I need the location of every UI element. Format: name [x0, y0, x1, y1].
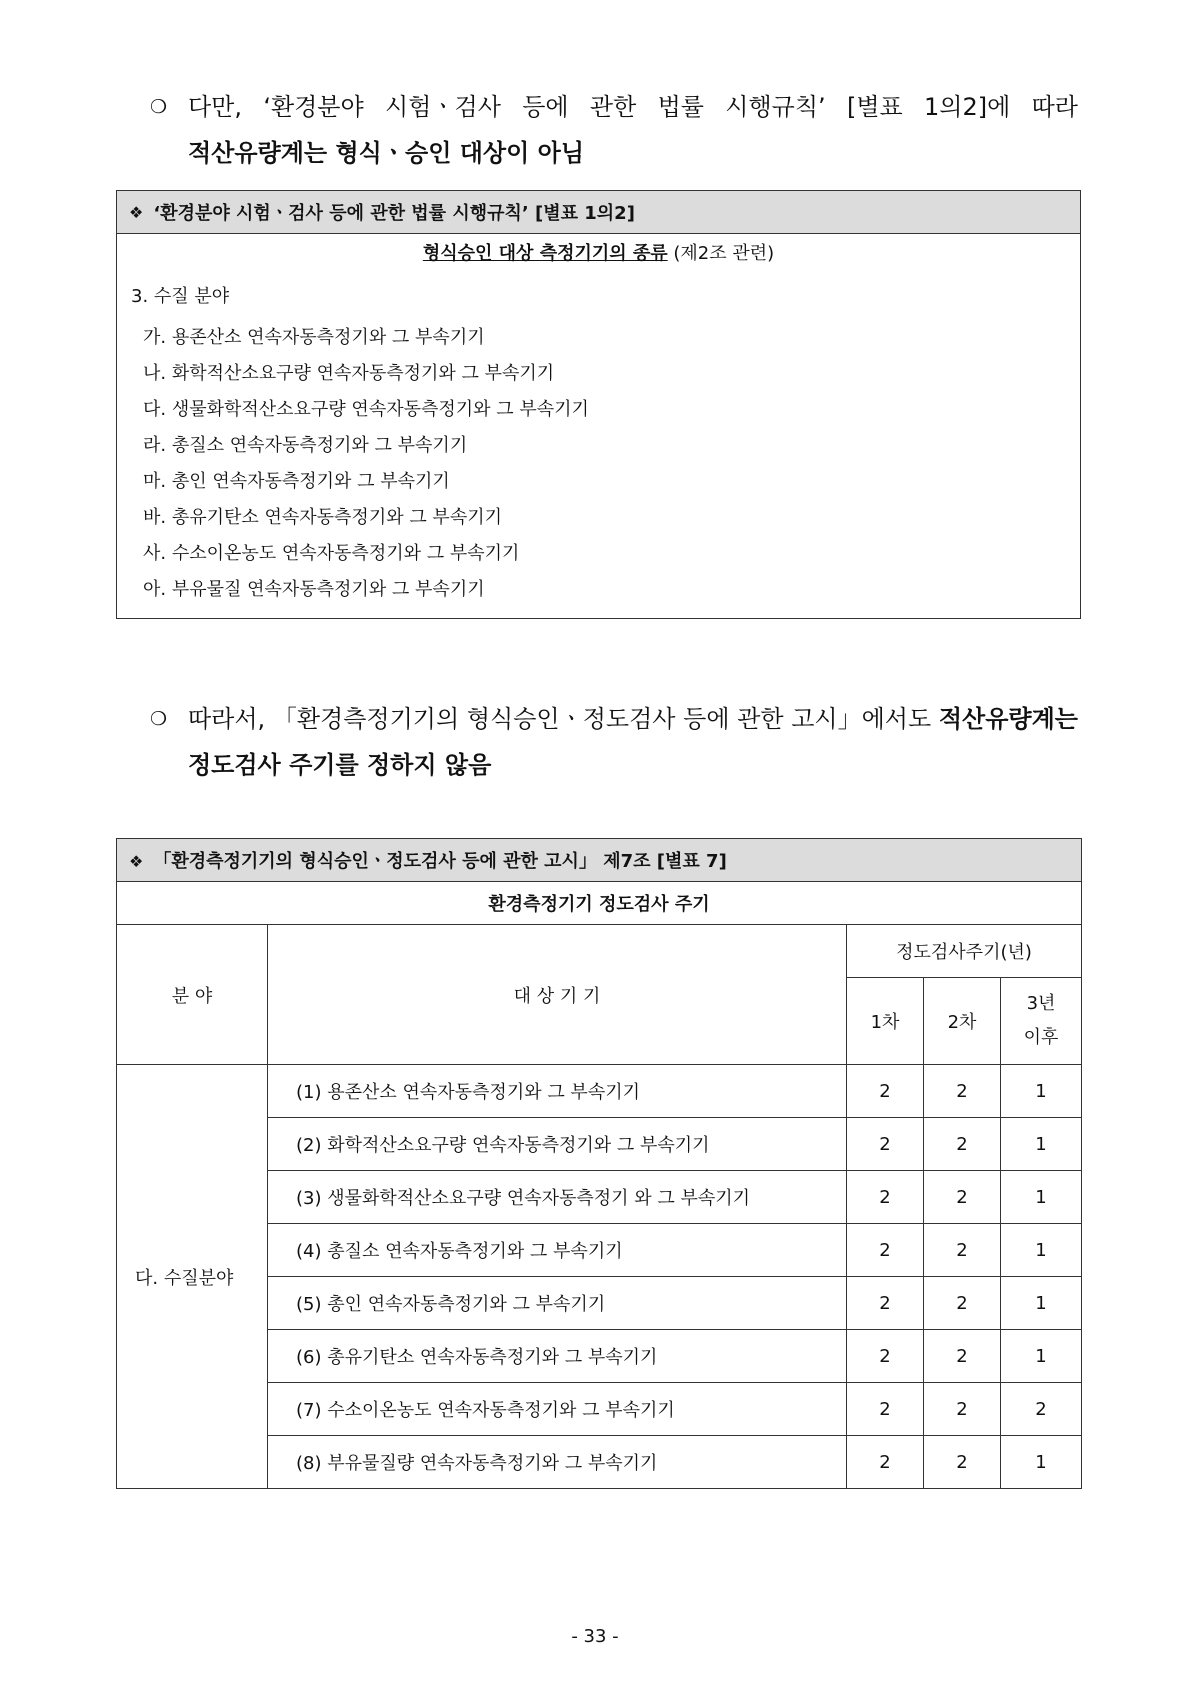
- device-list: [117, 320, 1080, 618]
- column-header-cycle: 정도검사주기(년): [847, 925, 1082, 978]
- device-cell: (7) 수소이온농도 연속자동측정기와 그 부속기기: [268, 1383, 847, 1436]
- paragraph-word: ‘환경분야: [263, 93, 364, 121]
- cycle-first-cell: 2: [847, 1383, 924, 1436]
- page-number: - 33 -: [571, 1626, 619, 1647]
- regulation-box-title: ‘환경분야 시험ㆍ검사 등에 관한 법률 시행규칙’ [별표 1의2]: [153, 203, 635, 224]
- cycle-second-cell: 2: [924, 1277, 1001, 1330]
- regulation-subtitle-note: (제2조 관련): [667, 243, 775, 264]
- circle-bullet-icon: ❍: [150, 708, 168, 730]
- paragraph-word: [별표: [846, 93, 903, 121]
- cycle-second-cell: 2: [924, 1436, 1001, 1489]
- cycle-second-cell: 2: [924, 1330, 1001, 1383]
- paragraph-word: 1의2]에: [924, 93, 1011, 121]
- regulation-subtitle: [117, 234, 1080, 274]
- cycle-second-cell: 2: [924, 1065, 1001, 1118]
- cycle-second-cell: 2: [924, 1224, 1001, 1277]
- cycle-first-cell: 2: [847, 1171, 924, 1224]
- device-cell: (1) 용존산소 연속자동측정기와 그 부속기기: [268, 1065, 847, 1118]
- cycle-second-cell: 2: [924, 1171, 1001, 1224]
- section-heading: 3. 수질 분야: [131, 286, 230, 307]
- cycle-after-cell: 1: [1001, 1171, 1082, 1224]
- paragraph-word: 다만,: [188, 93, 242, 121]
- device-cell: (4) 총질소 연속자동측정기와 그 부속기기: [268, 1224, 847, 1277]
- cycle-first-cell: 2: [847, 1277, 924, 1330]
- paragraph-word: 법률: [657, 93, 704, 121]
- paragraph-line: [150, 696, 1078, 742]
- device-cell: (2) 화학적산소요구량 연속자동측정기와 그 부속기기: [268, 1118, 847, 1171]
- regulation-subtitle-main: 형식승인 대상 측정기기의 종류: [422, 243, 668, 264]
- cycle-second-cell: 2: [924, 1383, 1001, 1436]
- device-cell: (8) 부유물질량 연속자동측정기와 그 부속기기: [268, 1436, 847, 1489]
- cycle-after-cell: 1: [1001, 1436, 1082, 1489]
- column-header-device: 대 상 기 기: [268, 925, 847, 1065]
- cycle-first-cell: 2: [847, 1330, 924, 1383]
- paragraph-word: 시험ㆍ검사: [385, 93, 501, 121]
- column-header-third-line1: 3년: [1026, 993, 1056, 1014]
- device-cell: (3) 생물화학적산소요구량 연속자동측정기 와 그 부속기기: [268, 1171, 847, 1224]
- list-item: 라. 총질소 연속자동측정기와 그 부속기기: [143, 435, 468, 456]
- diamond-bullet-icon: ❖: [129, 202, 144, 222]
- paragraph-word: 따라서,: [188, 705, 266, 733]
- list-item: 아. 부유물질 연속자동측정기와 그 부속기기: [143, 579, 485, 600]
- paragraph-word: 시행규칙’: [725, 93, 826, 121]
- list-item: 다. 생물화학적산소요구량 연속자동측정기와 그 부속기기: [143, 399, 589, 420]
- list-item: 가. 용존산소 연속자동측정기와 그 부속기기: [143, 327, 485, 348]
- cycle-first-cell: 2: [847, 1118, 924, 1171]
- cycle-after-cell: 2: [1001, 1383, 1082, 1436]
- list-item: 사. 수소이온농도 연속자동측정기와 그 부속기기: [143, 543, 520, 564]
- device-cell: (5) 총인 연속자동측정기와 그 부속기기: [268, 1277, 847, 1330]
- cycle-first-cell: 2: [847, 1065, 924, 1118]
- paragraph-word: 형식승인ㆍ정도검사: [466, 705, 676, 733]
- regulation-box: [116, 190, 1081, 619]
- cycle-after-cell: 1: [1001, 1277, 1082, 1330]
- regulation-box-header: [117, 191, 1080, 234]
- paragraph-word: 관한: [737, 705, 784, 733]
- list-item: 나. 화학적산소요구량 연속자동측정기와 그 부속기기: [143, 363, 555, 384]
- cycle-after-cell: 1: [1001, 1224, 1082, 1277]
- paragraph-word: 관한: [589, 93, 637, 121]
- paragraph-conclusion: 적산유량계는 형식ㆍ승인 대상이 아님: [188, 139, 585, 167]
- paragraph-inspection: [150, 696, 1078, 788]
- paragraph-word: 「환경측정기기의: [272, 705, 460, 733]
- diamond-bullet-icon: ❖: [129, 852, 144, 871]
- table-title: 환경측정기기 정도검사 주기: [117, 882, 1082, 925]
- column-header-field: 분 야: [117, 925, 268, 1065]
- cycle-first-cell: 2: [847, 1436, 924, 1489]
- paragraph-words: [188, 84, 1078, 130]
- column-header-second: 2차: [924, 978, 1001, 1065]
- list-item: 마. 총인 연속자동측정기와 그 부속기기: [143, 471, 450, 492]
- table-source-title: 「환경측정기기의 형식승인ㆍ정도검사 등에 관한 고시」 제7조 [별표 7]: [153, 851, 727, 872]
- column-header-third: [1001, 978, 1082, 1065]
- column-header-first: 1차: [847, 978, 924, 1065]
- cycle-after-cell: 1: [1001, 1118, 1082, 1171]
- paragraph-word: 따라: [1031, 93, 1078, 121]
- column-header-third-line2: 이후: [1023, 1027, 1059, 1048]
- cycle-after-cell: 1: [1001, 1065, 1082, 1118]
- device-cell: (6) 총유기탄소 연속자동측정기와 그 부속기기: [268, 1330, 847, 1383]
- paragraph-word: 고시」에서도: [791, 705, 932, 733]
- paragraph-word: 등에: [522, 93, 569, 121]
- cycle-second-cell: 2: [924, 1118, 1001, 1171]
- list-item: 바. 총유기탄소 연속자동측정기와 그 부속기기: [143, 507, 502, 528]
- paragraph-exemption: [150, 84, 1078, 176]
- paragraph-words: [188, 696, 1078, 742]
- paragraph-line: [150, 84, 1078, 130]
- table-row: [117, 1065, 1082, 1118]
- inspection-cycle-table: [116, 838, 1082, 1489]
- field-cell: 다. 수질분야: [117, 1065, 268, 1489]
- paragraph-word: 등에: [683, 705, 730, 733]
- paragraph-conclusion: 정도검사 주기를 정하지 않음: [188, 751, 492, 779]
- cycle-first-cell: 2: [847, 1224, 924, 1277]
- table-source-header: [117, 839, 1082, 882]
- paragraph-word-emphasis: 적산유량계는: [938, 705, 1078, 733]
- cycle-after-cell: 1: [1001, 1330, 1082, 1383]
- circle-bullet-icon: ❍: [150, 96, 168, 118]
